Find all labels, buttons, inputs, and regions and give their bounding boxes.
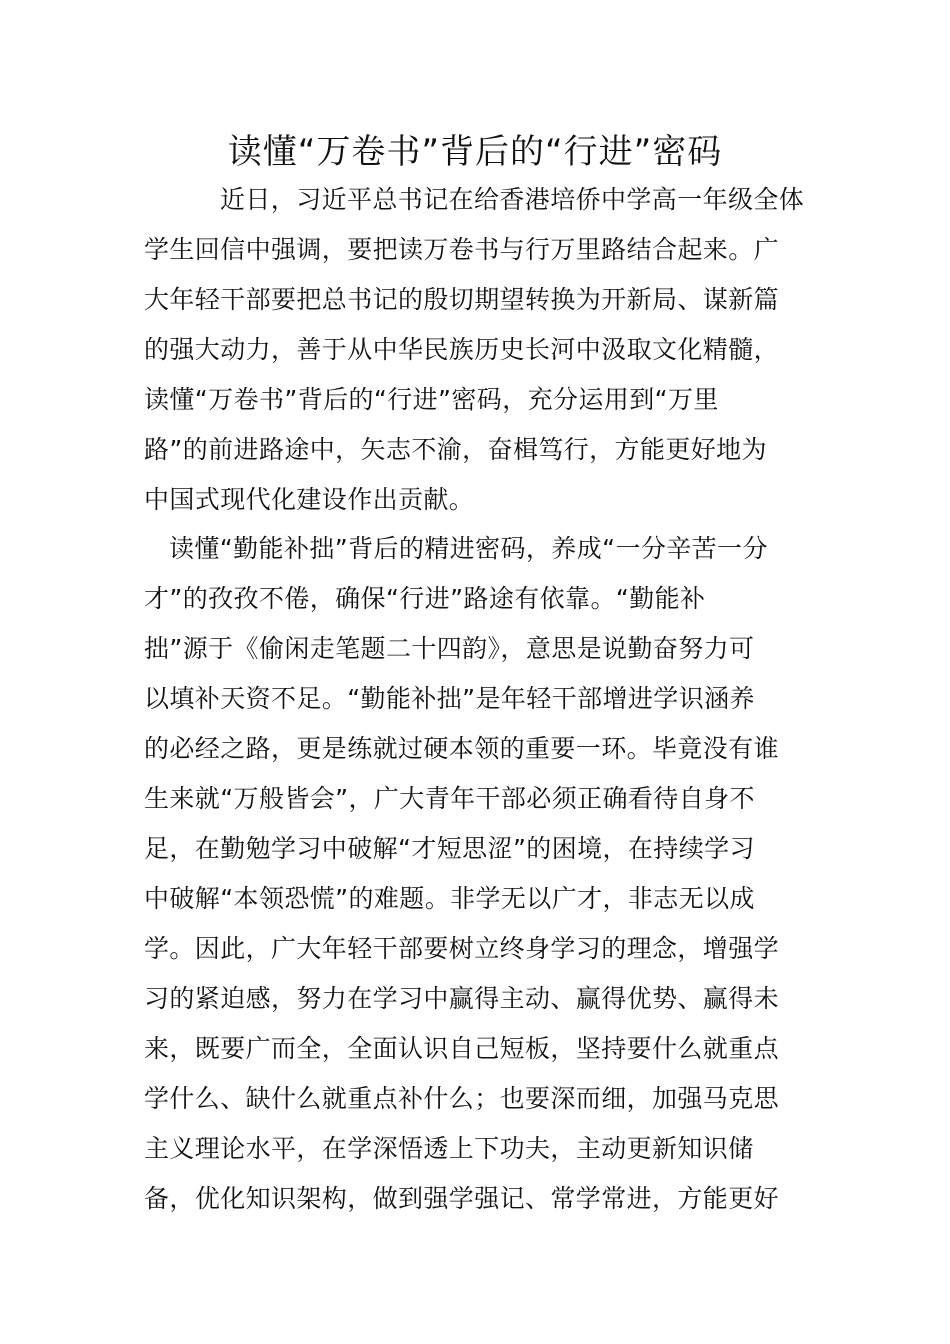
paragraph-line: 学。因此，广大年轻干部要树立终身学习的理念，增强学: [144, 934, 780, 963]
paragraph-line: 中国式现代化建设作出贡献。: [144, 485, 475, 514]
paragraph-line: 以填补天资不足。“勤能补拙”是年轻干部增进学识涵养: [144, 684, 755, 713]
paragraph-line: 读懂“万卷书”背后的“行进”密码，充分运用到“万里: [144, 385, 719, 414]
paragraph-line: 备，优化知识架构，做到强学强记、常学常进，方能更好: [144, 1184, 780, 1213]
paragraph-line: 足，在勤勉学习中破解“才短思涩”的困境，在持续学习: [144, 834, 755, 863]
paragraph-line: 近日，习近平总书记在给香港培侨中学高一年级全体: [220, 185, 805, 214]
paragraph-line: 的强大动力，善于从中华民族历史长河中汲取文化精髓，: [144, 335, 780, 364]
paragraph-line: 才”的孜孜不倦，确保“行进”路途有依靠。“勤能补: [144, 584, 706, 613]
paragraph-line: 拙”源于《偷闲走笔题二十四韵》，意思是说勤奋努力可: [144, 634, 755, 663]
paragraph-1: [144, 175, 808, 525]
paragraph-line: 习的紧迫感，努力在学习中赢得主动、赢得优势、赢得未: [144, 984, 780, 1013]
paragraph-line: 中破解“本领恐慌”的难题。非学无以广才，非志无以成: [144, 884, 755, 913]
paragraph-line: 路”的前进路途中，矢志不渝，奋楫笃行，方能更好地为: [144, 435, 767, 464]
paragraph-2: [144, 524, 808, 1224]
paragraph-line: 生来就“万般皆会”，广大青年干部必须正确看待自身不: [144, 784, 755, 813]
paragraph-line: 学什么、缺什么就重点补什么；也要深而细，加强马克思: [144, 1084, 780, 1113]
article-title: 读懂“万卷书”背后的“行进”密码: [227, 132, 723, 172]
paragraph-line: 主义理论水平，在学深悟透上下功夫，主动更新知识储: [144, 1134, 754, 1163]
paragraph-line: 读懂“勤能补拙”背后的精进密码，养成“一分辛苦一分: [169, 534, 768, 563]
paragraph-line: 来，既要广而全，全面认识自己短板，坚持要什么就重点: [144, 1034, 780, 1063]
paragraph-line: 学生回信中强调，要把读万卷书与行万里路结合起来。广: [144, 235, 780, 264]
paragraph-line: 大年轻干部要把总书记的殷切期望转换为开新局、谋新篇: [144, 285, 780, 314]
paragraph-line: 的必经之路，更是练就过硬本领的重要一环。毕竟没有谁: [144, 734, 780, 763]
